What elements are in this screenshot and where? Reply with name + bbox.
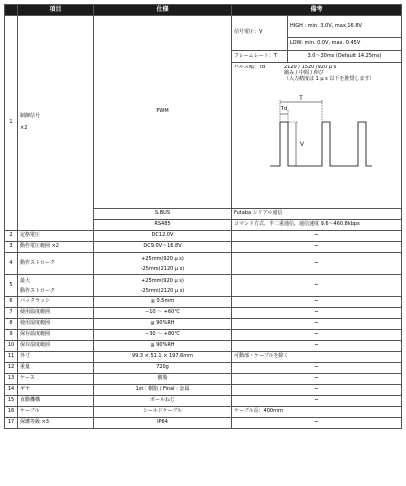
note-value: −: [232, 385, 402, 396]
stroke-extend: +25mm(920 μ s): [141, 277, 184, 284]
item-label: 使用温度範囲: [18, 308, 94, 319]
signal-voltage-label: 信号電圧：V: [232, 16, 288, 51]
rs485-cell: RS485: [94, 220, 232, 231]
row-number: 6: [5, 297, 18, 308]
spec-value: [94, 253, 232, 275]
note-value: −: [232, 374, 402, 385]
table-row: [5, 253, 402, 275]
header-spec: 仕様: [94, 5, 232, 16]
frame-rate-value: 3.0〜30ms (Default 14.25ms): [288, 51, 402, 63]
table-row: [5, 341, 402, 352]
stroke-retract: -25mm(2120 μ s): [140, 265, 185, 272]
item-cell: [18, 275, 94, 297]
item-label: 動作ストローク: [20, 287, 56, 294]
item-label: 定格電圧: [18, 231, 94, 242]
spec-value: ≦ 0.5mm: [94, 297, 232, 308]
header-row: [5, 5, 402, 16]
item-label: 直動機構: [18, 396, 94, 407]
sbus-cell: S.BUS: [94, 209, 232, 220]
item-footnote: ×2: [20, 125, 28, 131]
item-label: 保護等級 ×3: [18, 418, 94, 429]
note-value: ケーブル長：400mm: [232, 407, 402, 418]
item-label: 保存湿度範囲: [18, 341, 94, 352]
spec-value: 樹脂: [94, 374, 232, 385]
note-value: −: [232, 418, 402, 429]
note-value: −: [232, 341, 402, 352]
spec-value: ≦ 90%RH: [94, 319, 232, 330]
pulse-width-cell: [232, 63, 402, 209]
item-label: 動作ストローク: [18, 253, 94, 275]
row-number: 17: [5, 418, 18, 429]
frame-rate-label: フレームレート：T: [232, 51, 288, 63]
row-number: 13: [5, 374, 18, 385]
row-number: 8: [5, 319, 18, 330]
rs485-note: コマンド方式、半二重通信、通信速度 9.6〜460.8kbps: [232, 220, 402, 231]
voltage-marker: V: [300, 142, 305, 149]
note-value: −: [232, 330, 402, 341]
table-row: [5, 385, 402, 396]
row-number: 15: [5, 396, 18, 407]
table-row: [5, 418, 402, 429]
spec-value: 1st : 樹脂 / Final : 金属: [94, 385, 232, 396]
pulse-width-layout: [234, 65, 399, 82]
row-number: 10: [5, 341, 18, 352]
stroke-retract: -25mm(2120 μ s): [140, 287, 185, 294]
row-number: 9: [5, 330, 18, 341]
note-value: −: [232, 396, 402, 407]
note-value: −: [232, 242, 402, 253]
pwm-waveform: [270, 122, 372, 166]
spec-value: 720g: [94, 363, 232, 374]
stroke-extend: +25mm(920 μ s): [141, 255, 184, 262]
frame-period-label: T: [299, 96, 303, 103]
signal-low: LOW: min. 0.0V, max. 0.45V: [288, 38, 402, 51]
header-blank: [5, 5, 18, 16]
note-value: 可動部・ケーブルを除く: [232, 352, 402, 363]
table-row: [5, 363, 402, 374]
note-value: −: [232, 253, 402, 275]
spec-value: 99.3 × 51.1 × 197.6mm: [94, 352, 232, 363]
table-row: [5, 374, 402, 385]
row-number: 14: [5, 385, 18, 396]
table-row: [5, 330, 402, 341]
table-row: [5, 231, 402, 242]
pulse-width-value: 2120 / 1520 /920 μ s 縮み / 中間 / 伸び （入力精度は 1 μ s 以下を推奨します）: [284, 65, 375, 82]
sbus-note: Futaba シリアル通信: [232, 209, 402, 220]
spec-table: [4, 4, 402, 429]
spec-value: [94, 275, 232, 297]
row-number: 3: [5, 242, 18, 253]
table-row: [5, 352, 402, 363]
item-label: ケーブル: [18, 407, 94, 418]
row-number: 16: [5, 407, 18, 418]
spec-value: −30 〜 +80℃: [94, 330, 232, 341]
row-number: 11: [5, 352, 18, 363]
note-value: −: [232, 297, 402, 308]
table-row: [5, 16, 402, 38]
spec-value: ≦ 90%RH: [94, 341, 232, 352]
table-row: [5, 275, 402, 297]
spec-value: −10 〜 +60℃: [94, 308, 232, 319]
item-label: 重量: [18, 363, 94, 374]
header-note: 備考: [232, 5, 402, 16]
spec-value: シールドケーブル: [94, 407, 232, 418]
table-row: [5, 308, 402, 319]
table-row: [5, 297, 402, 308]
item-label: バックラッシ: [18, 297, 94, 308]
item-label: 最大: [20, 277, 31, 284]
pwm-timing-diagram: [268, 94, 399, 174]
spec-value: ボールねじ: [94, 396, 232, 407]
table-row: [5, 396, 402, 407]
pulse-width-label: パルス幅：Td: [234, 65, 266, 70]
header-item: 項目: [18, 5, 94, 16]
row-number: 12: [5, 363, 18, 374]
row-number: 1: [5, 16, 18, 231]
row-number: 7: [5, 308, 18, 319]
note-value: −: [232, 275, 402, 297]
note-value: −: [232, 231, 402, 242]
note-value: −: [232, 363, 402, 374]
spec-value: IP64: [94, 418, 232, 429]
pulse-width-marker: Td: [280, 106, 288, 113]
item-cell: [18, 16, 94, 231]
note-value: −: [232, 319, 402, 330]
item-label: 外寸: [18, 352, 94, 363]
note-value: −: [232, 308, 402, 319]
item-label: 制御信号: [20, 113, 41, 120]
table-row: [5, 319, 402, 330]
signal-high: HIGH : min. 3.0V, max.16.8V: [288, 16, 402, 38]
item-label: ケース: [18, 374, 94, 385]
row-number: 5: [5, 275, 18, 297]
spec-value: DC12.0V: [94, 231, 232, 242]
item-label: 動作電圧範囲 ×2: [18, 242, 94, 253]
item-label: ギヤ: [18, 385, 94, 396]
pwm-cell: PWM: [94, 16, 232, 209]
row-number: 2: [5, 231, 18, 242]
spec-value: DC9.0V〜16.8V: [94, 242, 232, 253]
table-row: [5, 407, 402, 418]
item-label: 保存温度範囲: [18, 330, 94, 341]
row-number: 4: [5, 253, 18, 275]
table-row: [5, 242, 402, 253]
item-label: 使用湿度範囲: [18, 319, 94, 330]
